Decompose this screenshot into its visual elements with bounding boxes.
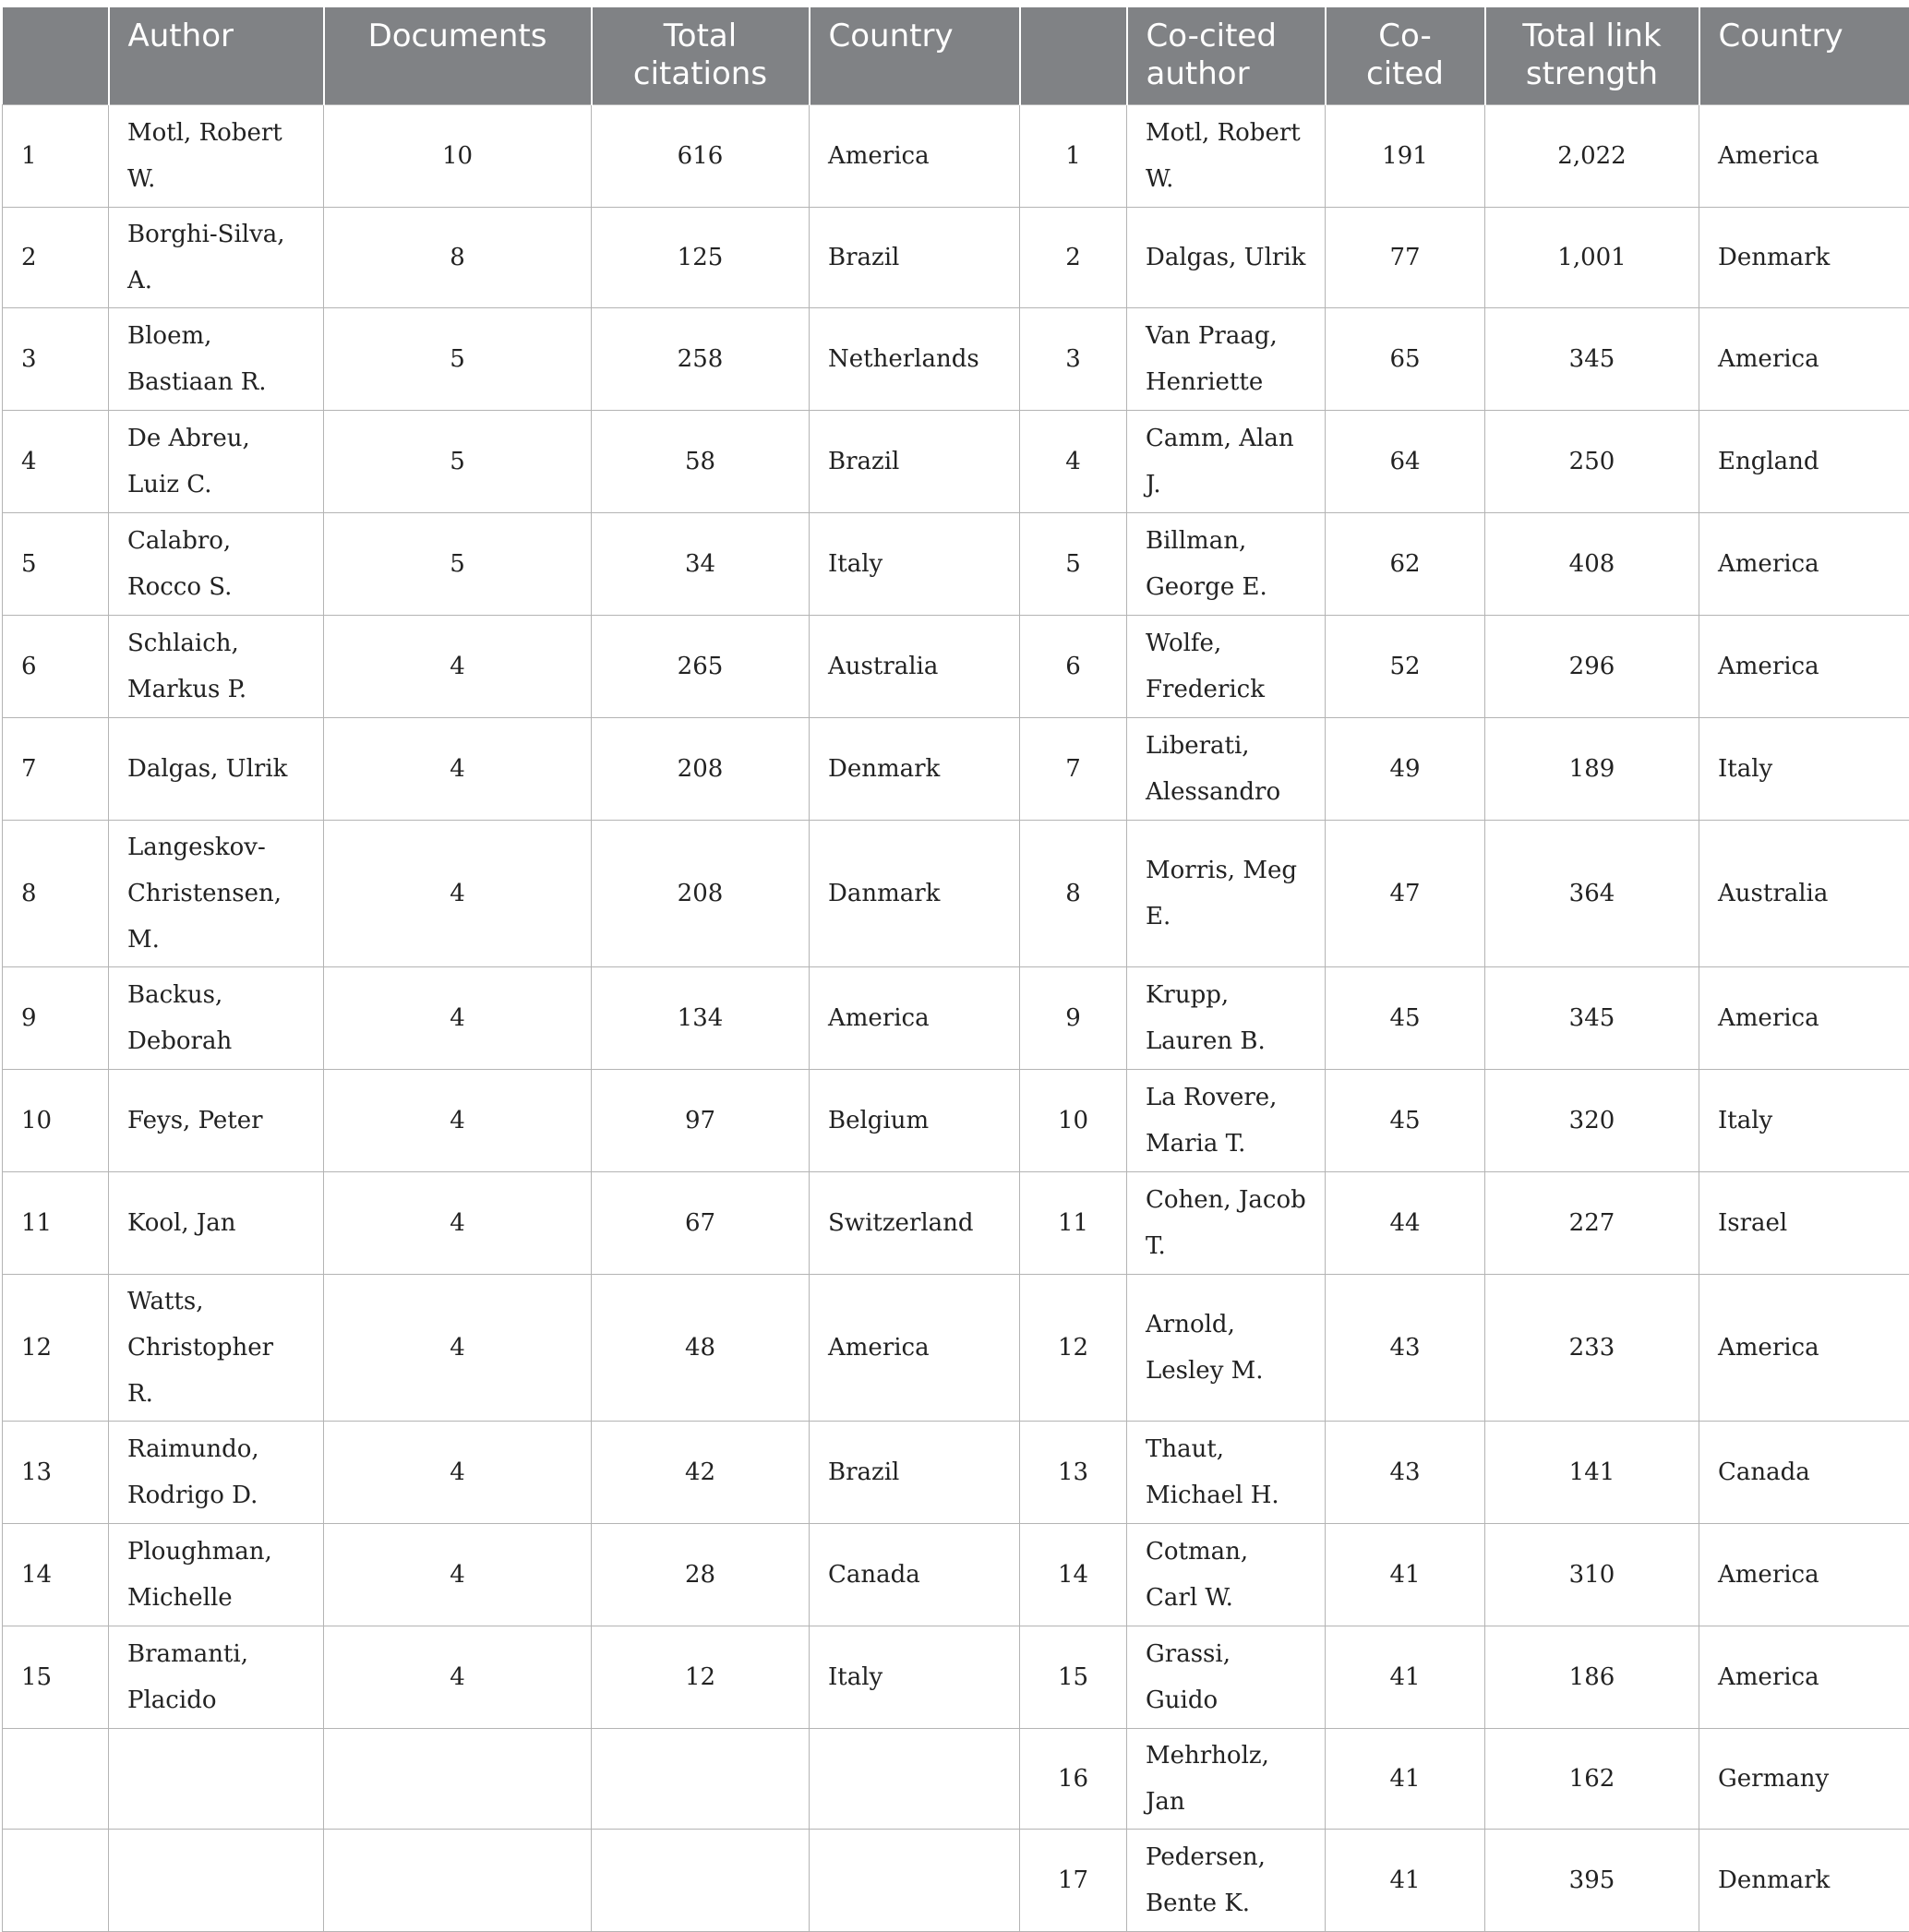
- author-cell: Dalgas, Ulrik: [109, 718, 324, 821]
- country-cell: Australia: [810, 616, 1020, 718]
- cocited-rank-cell: 2: [1020, 208, 1127, 308]
- table-row: [3, 208, 1909, 308]
- total-citations-cell: 125: [592, 208, 810, 308]
- author-cell: [109, 1729, 324, 1830]
- documents-cell: 4: [324, 616, 592, 718]
- country-cell: America: [810, 105, 1020, 208]
- author-citation-table: [2, 7, 1909, 1932]
- cocited-author-cell: Grassi, Guido: [1127, 1626, 1326, 1729]
- cocited-cell: 62: [1326, 513, 1485, 616]
- total-citations-cell: 34: [592, 513, 810, 616]
- cocited-rank-cell: 11: [1020, 1172, 1127, 1275]
- table-row: [3, 105, 1909, 208]
- cocited-country-cell: America: [1699, 967, 1909, 1070]
- author-cell: De Abreu, Luiz C.: [109, 411, 324, 513]
- author-cell: Motl, Robert W.: [109, 105, 324, 208]
- table-row: [3, 821, 1909, 967]
- header-cocited: Co-cited: [1326, 7, 1485, 105]
- table-row: [3, 1729, 1909, 1830]
- header-author: Author: [109, 7, 324, 105]
- country-cell: [810, 1830, 1020, 1932]
- author-cell: Borghi-Silva, A.: [109, 208, 324, 308]
- cocited-country-cell: Australia: [1699, 821, 1909, 967]
- author-cell: Bramanti, Placido: [109, 1626, 324, 1729]
- documents-cell: 8: [324, 208, 592, 308]
- header-rank: [3, 7, 109, 105]
- cocited-cell: 45: [1326, 967, 1485, 1070]
- cocited-country-cell: America: [1699, 616, 1909, 718]
- cocited-author-cell: Morris, Meg E.: [1127, 821, 1326, 967]
- total-citations-cell: 134: [592, 967, 810, 1070]
- cocited-cell: 44: [1326, 1172, 1485, 1275]
- total-link-strength-cell: 227: [1485, 1172, 1699, 1275]
- cocited-rank-cell: 4: [1020, 411, 1127, 513]
- author-cell: Raimundo, Rodrigo D.: [109, 1422, 324, 1524]
- cocited-author-cell: Billman, George E.: [1127, 513, 1326, 616]
- country-cell: Switzerland: [810, 1172, 1020, 1275]
- total-link-strength-cell: 296: [1485, 616, 1699, 718]
- cocited-rank-cell: 17: [1020, 1830, 1127, 1932]
- cocited-rank-cell: 8: [1020, 821, 1127, 967]
- total-citations-cell: 265: [592, 616, 810, 718]
- documents-cell: [324, 1729, 592, 1830]
- total-citations-cell: 48: [592, 1275, 810, 1422]
- author-cell: [109, 1830, 324, 1932]
- total-citations-cell: 58: [592, 411, 810, 513]
- documents-cell: 4: [324, 967, 592, 1070]
- cocited-author-cell: Liberati, Alessandro: [1127, 718, 1326, 821]
- cocited-author-cell: Mehrholz, Jan: [1127, 1729, 1326, 1830]
- table-row: [3, 967, 1909, 1070]
- documents-cell: 4: [324, 1275, 592, 1422]
- rank-cell: 11: [3, 1172, 109, 1275]
- cocited-country-cell: America: [1699, 105, 1909, 208]
- country-cell: Brazil: [810, 208, 1020, 308]
- cocited-cell: 41: [1326, 1830, 1485, 1932]
- total-citations-cell: 12: [592, 1626, 810, 1729]
- total-link-strength-cell: 189: [1485, 718, 1699, 821]
- documents-cell: 4: [324, 821, 592, 967]
- cocited-rank-cell: 16: [1020, 1729, 1127, 1830]
- cocited-country-cell: America: [1699, 1524, 1909, 1626]
- cocited-rank-cell: 5: [1020, 513, 1127, 616]
- author-cell: Backus, Deborah: [109, 967, 324, 1070]
- documents-cell: 10: [324, 105, 592, 208]
- cocited-cell: 41: [1326, 1524, 1485, 1626]
- header-documents: Documents: [324, 7, 592, 105]
- cocited-rank-cell: 13: [1020, 1422, 1127, 1524]
- rank-cell: 4: [3, 411, 109, 513]
- cocited-author-cell: Motl, Robert W.: [1127, 105, 1326, 208]
- rank-cell: 9: [3, 967, 109, 1070]
- country-cell: Danmark: [810, 821, 1020, 967]
- cocited-author-cell: Dalgas, Ulrik: [1127, 208, 1326, 308]
- total-link-strength-cell: 408: [1485, 513, 1699, 616]
- documents-cell: 4: [324, 1626, 592, 1729]
- cocited-country-cell: England: [1699, 411, 1909, 513]
- documents-cell: 4: [324, 1070, 592, 1172]
- cocited-cell: 43: [1326, 1422, 1485, 1524]
- cocited-cell: 45: [1326, 1070, 1485, 1172]
- cocited-cell: 52: [1326, 616, 1485, 718]
- total-link-strength-cell: 186: [1485, 1626, 1699, 1729]
- cocited-cell: 41: [1326, 1626, 1485, 1729]
- cocited-cell: 77: [1326, 208, 1485, 308]
- total-citations-cell: 42: [592, 1422, 810, 1524]
- cocited-rank-cell: 7: [1020, 718, 1127, 821]
- cocited-country-cell: America: [1699, 1626, 1909, 1729]
- rank-cell: [3, 1729, 109, 1830]
- cocited-country-cell: Israel: [1699, 1172, 1909, 1275]
- cocited-country-cell: Germany: [1699, 1729, 1909, 1830]
- total-citations-cell: 616: [592, 105, 810, 208]
- cocited-country-cell: Denmark: [1699, 208, 1909, 308]
- documents-cell: 4: [324, 1422, 592, 1524]
- total-link-strength-cell: 320: [1485, 1070, 1699, 1172]
- cocited-country-cell: Italy: [1699, 718, 1909, 821]
- total-link-strength-cell: 2,022: [1485, 105, 1699, 208]
- cocited-author-cell: Van Praag, Henriette: [1127, 308, 1326, 411]
- total-citations-cell: 208: [592, 718, 810, 821]
- cocited-author-cell: Cotman, Carl W.: [1127, 1524, 1326, 1626]
- author-cell: Feys, Peter: [109, 1070, 324, 1172]
- table-row: [3, 411, 1909, 513]
- cocited-author-cell: Krupp, Lauren B.: [1127, 967, 1326, 1070]
- cocited-rank-cell: 9: [1020, 967, 1127, 1070]
- rank-cell: 7: [3, 718, 109, 821]
- total-citations-cell: 208: [592, 821, 810, 967]
- table-row: [3, 718, 1909, 821]
- documents-cell: 5: [324, 308, 592, 411]
- header-cocited-country: Country: [1699, 7, 1909, 105]
- rank-cell: 13: [3, 1422, 109, 1524]
- cocited-cell: 41: [1326, 1729, 1485, 1830]
- rank-cell: 12: [3, 1275, 109, 1422]
- documents-cell: 4: [324, 1172, 592, 1275]
- cocited-country-cell: America: [1699, 513, 1909, 616]
- author-cell: Langeskov-Christensen, M.: [109, 821, 324, 967]
- cocited-author-cell: Pedersen, Bente K.: [1127, 1830, 1326, 1932]
- table-row: [3, 308, 1909, 411]
- header-total-link-strength: Total link strength: [1485, 7, 1699, 105]
- documents-cell: 5: [324, 513, 592, 616]
- total-link-strength-cell: 162: [1485, 1729, 1699, 1830]
- cocited-author-cell: Wolfe, Frederick: [1127, 616, 1326, 718]
- table-header: [3, 7, 1909, 105]
- rank-cell: 8: [3, 821, 109, 967]
- country-cell: Brazil: [810, 411, 1020, 513]
- country-cell: Italy: [810, 1626, 1020, 1729]
- table-body: [3, 105, 1909, 1932]
- cocited-country-cell: America: [1699, 308, 1909, 411]
- cocited-cell: 65: [1326, 308, 1485, 411]
- cocited-author-cell: Thaut, Michael H.: [1127, 1422, 1326, 1524]
- total-link-strength-cell: 345: [1485, 967, 1699, 1070]
- documents-cell: 5: [324, 411, 592, 513]
- header-cocited-rank: [1020, 7, 1127, 105]
- author-cell: Watts, Christopher R.: [109, 1275, 324, 1422]
- table-row: [3, 1830, 1909, 1932]
- total-citations-cell: 97: [592, 1070, 810, 1172]
- rank-cell: 6: [3, 616, 109, 718]
- table-row: [3, 1070, 1909, 1172]
- table-row: [3, 616, 1909, 718]
- cocited-rank-cell: 12: [1020, 1275, 1127, 1422]
- header-row: [3, 7, 1909, 105]
- author-cell: Schlaich, Markus P.: [109, 616, 324, 718]
- table-row: [3, 1626, 1909, 1729]
- cocited-rank-cell: 6: [1020, 616, 1127, 718]
- table-row: [3, 1422, 1909, 1524]
- total-link-strength-cell: 233: [1485, 1275, 1699, 1422]
- total-link-strength-cell: 250: [1485, 411, 1699, 513]
- header-cocited-author: Co-cited author: [1127, 7, 1326, 105]
- cocited-author-cell: Arnold, Lesley M.: [1127, 1275, 1326, 1422]
- cocited-rank-cell: 1: [1020, 105, 1127, 208]
- cocited-cell: 47: [1326, 821, 1485, 967]
- total-citations-cell: [592, 1729, 810, 1830]
- total-link-strength-cell: 310: [1485, 1524, 1699, 1626]
- cocited-rank-cell: 15: [1020, 1626, 1127, 1729]
- cocited-cell: 43: [1326, 1275, 1485, 1422]
- cocited-country-cell: America: [1699, 1275, 1909, 1422]
- cocited-country-cell: Denmark: [1699, 1830, 1909, 1932]
- rank-cell: 2: [3, 208, 109, 308]
- total-citations-cell: [592, 1830, 810, 1932]
- documents-cell: 4: [324, 1524, 592, 1626]
- total-link-strength-cell: 141: [1485, 1422, 1699, 1524]
- cocited-cell: 64: [1326, 411, 1485, 513]
- rank-cell: [3, 1830, 109, 1932]
- cocited-country-cell: Italy: [1699, 1070, 1909, 1172]
- cocited-author-cell: Camm, Alan J.: [1127, 411, 1326, 513]
- total-citations-cell: 258: [592, 308, 810, 411]
- table-row: [3, 1172, 1909, 1275]
- rank-cell: 3: [3, 308, 109, 411]
- table-row: [3, 1524, 1909, 1626]
- cocited-rank-cell: 10: [1020, 1070, 1127, 1172]
- author-cell: Kool, Jan: [109, 1172, 324, 1275]
- cocited-rank-cell: 3: [1020, 308, 1127, 411]
- country-cell: Netherlands: [810, 308, 1020, 411]
- documents-cell: 4: [324, 718, 592, 821]
- total-citations-cell: 67: [592, 1172, 810, 1275]
- cocited-author-cell: La Rovere, Maria T.: [1127, 1070, 1326, 1172]
- total-link-strength-cell: 395: [1485, 1830, 1699, 1932]
- total-link-strength-cell: 364: [1485, 821, 1699, 967]
- author-cell: Ploughman, Michelle: [109, 1524, 324, 1626]
- country-cell: Brazil: [810, 1422, 1020, 1524]
- rank-cell: 5: [3, 513, 109, 616]
- country-cell: America: [810, 967, 1020, 1070]
- header-country: Country: [810, 7, 1020, 105]
- cocited-rank-cell: 14: [1020, 1524, 1127, 1626]
- country-cell: America: [810, 1275, 1020, 1422]
- total-link-strength-cell: 345: [1485, 308, 1699, 411]
- author-cell: Calabro, Rocco S.: [109, 513, 324, 616]
- table-row: [3, 513, 1909, 616]
- header-total-citations: Total citations: [592, 7, 810, 105]
- country-cell: Denmark: [810, 718, 1020, 821]
- total-citations-cell: 28: [592, 1524, 810, 1626]
- rank-cell: 1: [3, 105, 109, 208]
- rank-cell: 10: [3, 1070, 109, 1172]
- country-cell: [810, 1729, 1020, 1830]
- documents-cell: [324, 1830, 592, 1932]
- country-cell: Italy: [810, 513, 1020, 616]
- author-cell: Bloem, Bastiaan R.: [109, 308, 324, 411]
- rank-cell: 14: [3, 1524, 109, 1626]
- total-link-strength-cell: 1,001: [1485, 208, 1699, 308]
- cocited-author-cell: Cohen, Jacob T.: [1127, 1172, 1326, 1275]
- table-row: [3, 1275, 1909, 1422]
- rank-cell: 15: [3, 1626, 109, 1729]
- country-cell: Canada: [810, 1524, 1020, 1626]
- country-cell: Belgium: [810, 1070, 1020, 1172]
- cocited-cell: 191: [1326, 105, 1485, 208]
- cocited-cell: 49: [1326, 718, 1485, 821]
- cocited-country-cell: Canada: [1699, 1422, 1909, 1524]
